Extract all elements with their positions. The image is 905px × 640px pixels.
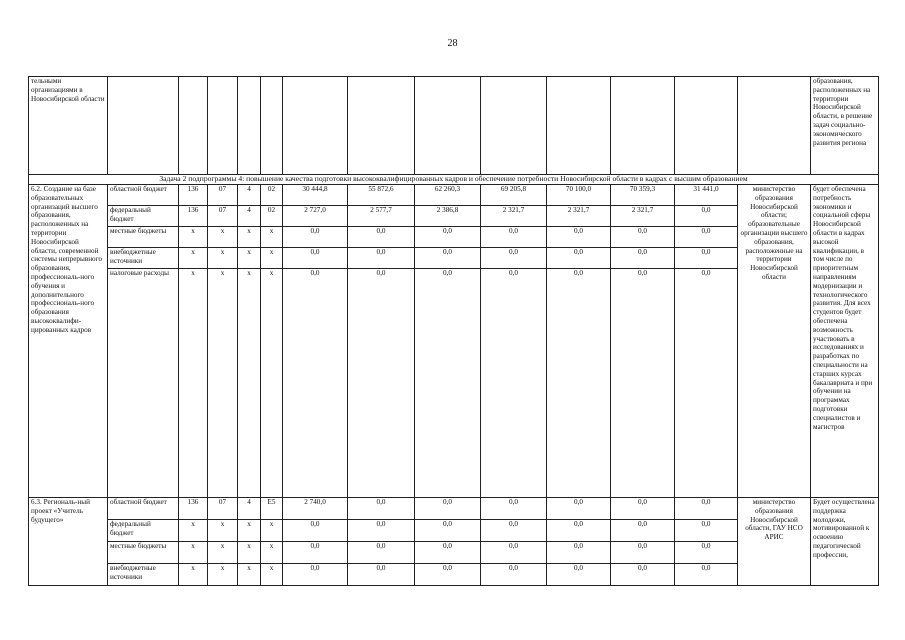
event-name-cell: 6.2. Создание на базе образовательных организаций высшего образования, расположенных на территории Новосибирской области, современной системы непрерывного образования, профессиональ-ного обучения и дополнительного профессиональ-ного образования высококвалифи-цированных кадров [29, 185, 108, 498]
value-cell: 0,0 [547, 542, 611, 564]
code-cell: х [261, 269, 283, 498]
code-cell: х [208, 227, 238, 248]
value-cell: 0,0 [547, 269, 611, 498]
value-cell: 2 386,8 [415, 206, 481, 227]
value-cell: 0,0 [415, 248, 481, 269]
code-cell: х [179, 520, 208, 542]
value-cell: 0,0 [415, 227, 481, 248]
value-cell: 0,0 [547, 498, 611, 520]
value-cell: 30 444,8 [283, 185, 348, 206]
code-cell: х [238, 227, 261, 248]
value-cell: 0,0 [481, 564, 547, 586]
code-cell: 07 [208, 498, 238, 520]
value-cell: 0,0 [611, 542, 675, 564]
code-cell: 02 [261, 185, 283, 206]
code-cell: х [208, 564, 238, 586]
value-cell: 0,0 [675, 542, 738, 564]
expected-result-cell: будет обеспечена потребность экономики и социальной сферы Новосибирской области в кадрах высокой квалификации, в том числе по приоритетным направлениям модернизации и технологического развития. Для всех студентов будет обеспечена возможность участвовать в исследованиях и разработках по специальности на старших курсах бакалавриата и при обучении на программах подготовки специалистов и магистров [811, 185, 879, 498]
value-cell: 0,0 [348, 564, 415, 586]
code-cell: х [261, 564, 283, 586]
value-cell: 0,0 [348, 269, 415, 498]
value-cell: 0,0 [348, 498, 415, 520]
funding-source: областной бюджет [108, 185, 179, 206]
value-cell: 0,0 [547, 248, 611, 269]
value-cell: 0,0 [611, 248, 675, 269]
funding-source: внебюджетные источники [108, 564, 179, 586]
funding-source: местные бюджеты [108, 227, 179, 248]
value-cell: 0,0 [547, 520, 611, 542]
value-cell: 0,0 [675, 520, 738, 542]
value-cell: 0,0 [348, 227, 415, 248]
value-cell: 0,0 [611, 520, 675, 542]
value-cell: 0,0 [415, 520, 481, 542]
code-cell: х [238, 520, 261, 542]
value-cell: 0,0 [481, 520, 547, 542]
value-cell: 0,0 [481, 269, 547, 498]
value-cell: 0,0 [547, 564, 611, 586]
value-cell: 69 205,8 [481, 185, 547, 206]
funding-source: местные бюджеты [108, 542, 179, 564]
funding-source: областной бюджет [108, 498, 179, 520]
expected-result-cell: Будет осуществлена поддержка молодежи, мотивированной к освоению педагогической профессии, [811, 498, 879, 586]
value-cell: 0,0 [348, 542, 415, 564]
value-cell: 0,0 [611, 498, 675, 520]
value-cell: 2 321,7 [611, 206, 675, 227]
expected-result-cell: образования, расположенных на территории Новосибирской области, в решение задач социально-экономического развития региона [811, 77, 879, 175]
value-cell: 0,0 [481, 227, 547, 248]
value-cell: 0,0 [415, 564, 481, 586]
value-cell: 0,0 [283, 564, 348, 586]
value-cell: 55 872,6 [348, 185, 415, 206]
value-cell: 0,0 [283, 542, 348, 564]
value-cell: 2 321,7 [481, 206, 547, 227]
value-cell: 0,0 [283, 227, 348, 248]
value-cell: 0,0 [675, 498, 738, 520]
funding-source: внебюджетные источники [108, 248, 179, 269]
code-cell: х [179, 248, 208, 269]
value-cell: 0,0 [611, 227, 675, 248]
code-cell: х [179, 269, 208, 498]
code-cell: 136 [179, 498, 208, 520]
code-cell: 4 [238, 185, 261, 206]
code-cell: х [208, 542, 238, 564]
program-table [28, 76, 879, 586]
task-row [29, 175, 879, 185]
code-cell: х [261, 248, 283, 269]
table-row [29, 185, 879, 206]
code-cell: 07 [208, 185, 238, 206]
code-cell: 07 [208, 206, 238, 227]
value-cell: 2 577,7 [348, 206, 415, 227]
value-cell: 62 260,3 [415, 185, 481, 206]
value-cell: 0,0 [675, 227, 738, 248]
value-cell: 70 100,0 [547, 185, 611, 206]
code-cell: х [179, 542, 208, 564]
code-cell: х [238, 542, 261, 564]
value-cell: 0,0 [675, 564, 738, 586]
code-cell: 136 [179, 185, 208, 206]
continuation-row [29, 77, 879, 175]
value-cell: 0,0 [611, 269, 675, 498]
table-row [29, 498, 879, 520]
code-cell: х [238, 564, 261, 586]
value-cell: 0,0 [348, 520, 415, 542]
value-cell: 0,0 [481, 498, 547, 520]
code-cell: 02 [261, 206, 283, 227]
value-cell: 0,0 [675, 248, 738, 269]
value-cell: 0,0 [348, 248, 415, 269]
event-name-cell: тельными организациями в Новосибирской области [29, 77, 108, 175]
value-cell: 0,0 [481, 542, 547, 564]
page-number: 28 [447, 38, 458, 49]
code-cell: х [238, 269, 261, 498]
code-cell: х [261, 227, 283, 248]
code-cell: 4 [238, 498, 261, 520]
task-heading: Задача 2 подпрограммы 4: повышение качества подготовки высококвалифицированных кадров и обеспечение потребности Новосибирской области в кадрах с высшим образованием [29, 175, 879, 185]
value-cell: 0,0 [547, 227, 611, 248]
value-cell: 0,0 [415, 269, 481, 498]
value-cell: 31 441,0 [675, 185, 738, 206]
value-cell: 70 359,3 [611, 185, 675, 206]
funding-source: налоговые расходы [108, 269, 179, 498]
event-name-cell: 6.3. Региональ-ный проект «Учитель будущего» [29, 498, 108, 586]
value-cell: 0,0 [283, 248, 348, 269]
value-cell: 0,0 [415, 498, 481, 520]
code-cell: 4 [238, 206, 261, 227]
executor-cell: министерство образования Новосибирской области; образовательные организации высшего образования, расположенные на территории Новосибирской области [738, 185, 811, 498]
executor-cell: министерство образования Новосибирской области, ГАУ НСО АРИС [738, 498, 811, 586]
value-cell: 0,0 [481, 248, 547, 269]
funding-source: федеральный бюджет [108, 206, 179, 227]
code-cell: E5 [261, 498, 283, 520]
value-cell: 0,0 [283, 269, 348, 498]
value-cell: 0,0 [415, 542, 481, 564]
code-cell: х [179, 564, 208, 586]
code-cell: х [261, 542, 283, 564]
code-cell: х [261, 520, 283, 542]
value-cell: 0,0 [675, 206, 738, 227]
value-cell: 0,0 [675, 269, 738, 498]
code-cell: х [238, 248, 261, 269]
code-cell: х [179, 227, 208, 248]
value-cell: 2 727,0 [283, 206, 348, 227]
value-cell: 2 740,0 [283, 498, 348, 520]
code-cell: х [208, 520, 238, 542]
code-cell: х [208, 269, 238, 498]
value-cell: 0,0 [611, 564, 675, 586]
code-cell: 136 [179, 206, 208, 227]
code-cell: х [208, 248, 238, 269]
value-cell: 2 321,7 [547, 206, 611, 227]
value-cell: 0,0 [283, 520, 348, 542]
funding-source: федеральный бюджет [108, 520, 179, 542]
